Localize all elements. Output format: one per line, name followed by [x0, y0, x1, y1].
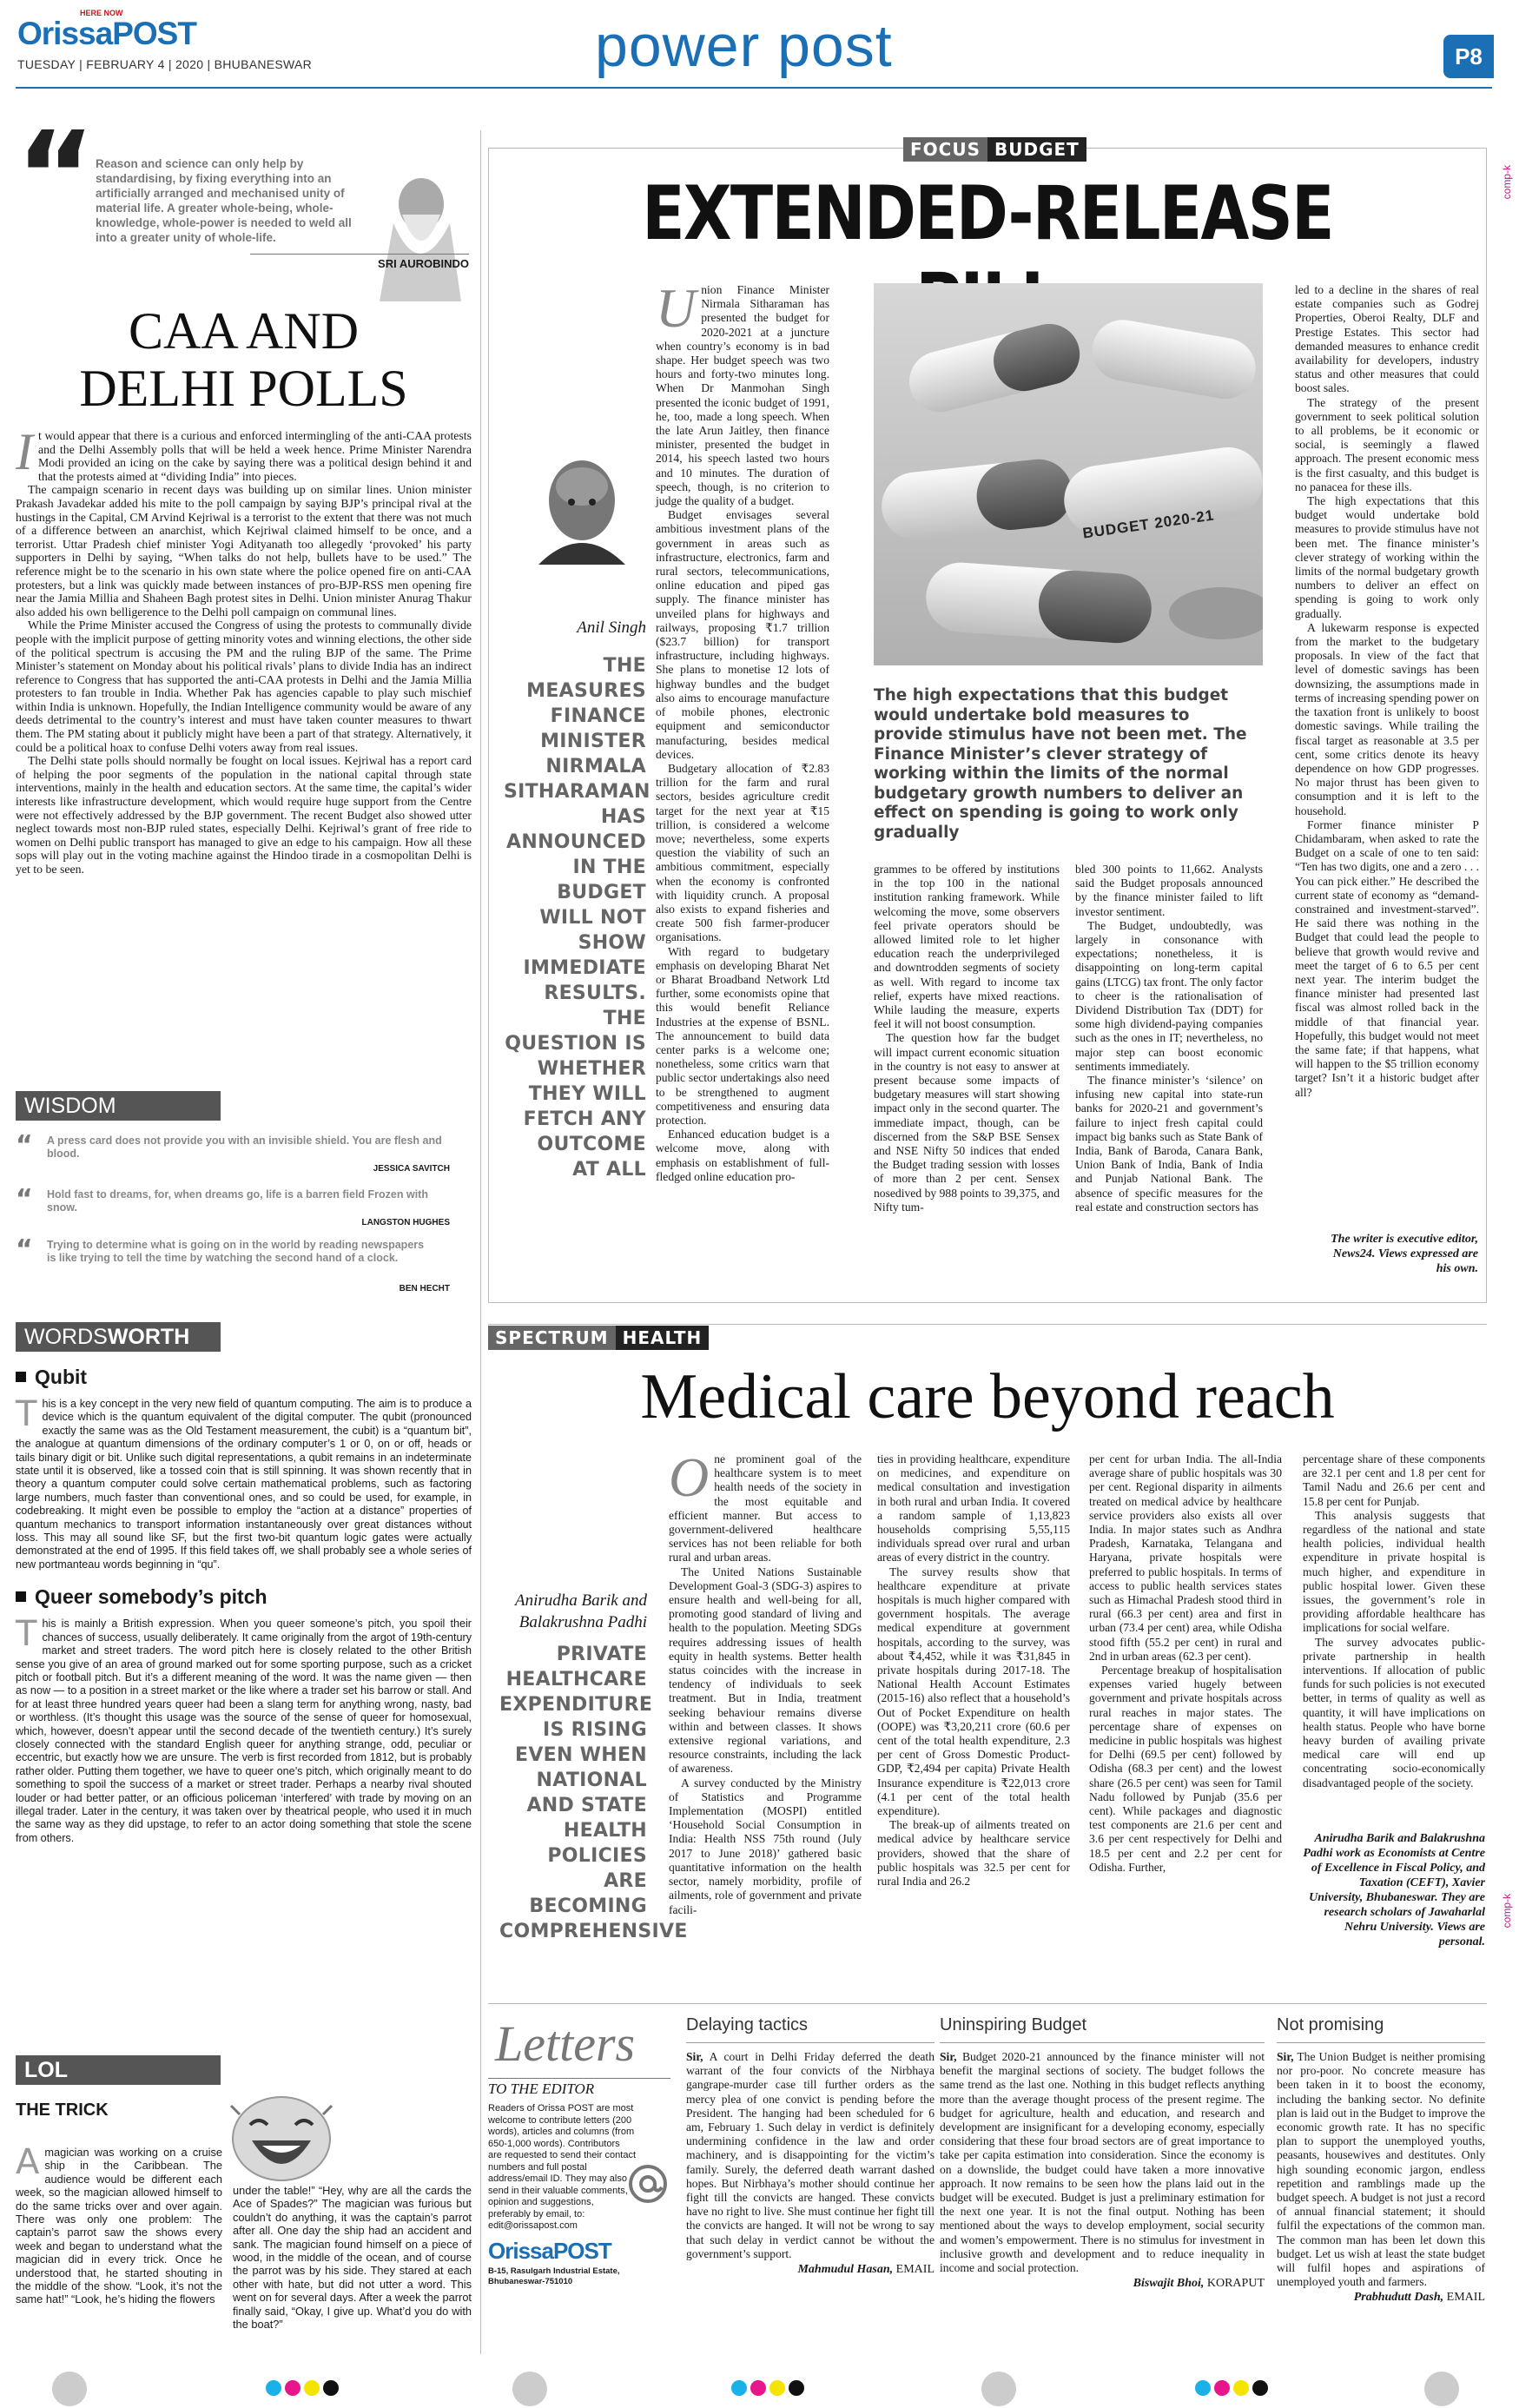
- wisdom-corner: [16, 1091, 472, 1291]
- body-text: bled 300 points to 11,662. Analysts said the Budget proposals announced by the finance minister failed to lift investor sentiment.: [1075, 863, 1263, 918]
- body-text: The finance minister’s ‘silence’ on infusing new capital into state-run banks for 2020-21 and government’s failure to inject fresh capital could impact big banks such as State Bank of India, Bank of Baroda, Canara Bank, Union Bank of India, Bank of India and Punjab National Bank. The absence of specific measures for the real estate and construction sectors has: [1075, 1074, 1263, 1214]
- column-divider: [480, 130, 481, 2354]
- body-text: led to a decline in the shares of real estate companies such as Godrej Properties, Oberoi Realty, DLF and Prestige Estates. This sector had demanded measures to enhance credit availability for developers, industry status and other measures that could boost sales.: [1295, 283, 1479, 395]
- letter-place: KORAPUT: [1206, 2277, 1265, 2291]
- section-divider: [488, 1324, 1487, 1325]
- letter-title: Not promising: [1277, 2015, 1485, 2043]
- wordsworth-header-a: WORDS: [24, 1325, 108, 1349]
- letter-signature: [1277, 2291, 1485, 2305]
- budget-byline: Anil Singh: [577, 619, 646, 637]
- letters-info-text: Readers of Orissa POST are most welcome to contribute letters (200 words), articles and columns (from 650-1,000 words). Contributors are requested to send their contact numbers and full postal address/email ID. They may also send in their valuable comments, opinion and suggestions, preferably by email, to: edit@orissapost.com: [488, 2103, 636, 2231]
- health-col4: [1303, 1452, 1485, 1790]
- quote-icon: “: [16, 1234, 33, 1265]
- masthead-divider: [16, 87, 1492, 89]
- editorial-title-line2: DELHI POLLS: [79, 360, 408, 417]
- tag-spectrum: SPECTRUM: [488, 1326, 616, 1350]
- margin-tag: comp-k: [1501, 165, 1513, 200]
- wisdom-author: JESSICA SAVITCH: [373, 1164, 450, 1174]
- body-text: The United Nations Sustainable Development Goal-3 (SDG-3) aspires to ensure health and well-being for all, promoting good standard of living and health to the population. Meeting SDGs requires addressing issues of health equity in health systems. Better health status coincides with the increase in tendency of individuals to seek treatment. But in India, treatment seeking behaviour remains diverse within and between classes. It shows extensive regional variations, and resource constraints, including the lack of awareness.: [669, 1565, 862, 1776]
- drop-cap: A: [16, 2142, 40, 2182]
- letters-subtitle: TO THE EDITOR: [488, 2078, 670, 2098]
- entry-title-text: Queer somebody’s pitch: [35, 1585, 267, 1609]
- quote-text: Reason and science can only help by standardising, by fixing everything into an artificially arranged and mechanised unity of material life. A greater whole-being, whole-knowledge, whole-power is needed to weld all into a greater unity of whole-life.: [96, 157, 352, 244]
- health-col3: [1089, 1452, 1282, 1875]
- letter-name: Prabhudutt Dash,: [1353, 2291, 1444, 2305]
- email-at-icon: [627, 2163, 669, 2205]
- editorial-paragraph: The Delhi state polls should normally be fought on local issues. Kejriwal has a report card of helping the poor segments of the population in the national capital through state interventions, mainly in the health and education sectors. At the same time, the capital’s wider interests like infrastructure development, which would require huge support from the Centre were not effectively addressed by the BJP government. The recent Budget also showed utter neglect towards most non-BJP ruled states, especially Delhi. Kejriwal’s grant of free ride to women on Delhi public transport has managed to give an edge to his campaign. How all these sops will play out in the voting machine against the Hindoo tirade in a cosmopolitan Delhi is yet to be seen.: [16, 754, 472, 876]
- letters-logo: Letters: [495, 2015, 636, 2072]
- registration-circle-icon: [981, 2372, 1016, 2406]
- letters-info: [488, 2015, 670, 2345]
- budget-headline: EXTENDED-RELEASE: [642, 170, 1333, 257]
- wordsworth-header-b: WORTH: [107, 1325, 190, 1349]
- health-footnote: Anirudha Barik and Balakrushna Padhi work as Economists at Centre of Excellence in Fiscal Policy, and Taxation (CEFT), Xavier University, Bhubaneswar. They are research scholars of Jawaharlal Nehru University. Views are personal.: [1303, 1832, 1485, 1948]
- lol-text-right: under the table!” “Hey, why are all the cards the Ace of Spades?” The magician was furious but couldn’t do anything, it was the captain’s parrot after all. One day the ship had an accident and sank. The magician found himself on a piece of wood, in the middle of the ocean, and of course the parrot was by his side. They stared at each other with hate, but did not utter a word. This went on for several days. After a week the parrot finally said, “Okay, I give up. What’d you do with the boat?”: [233, 2184, 472, 2332]
- registration-circle-icon: [1424, 2372, 1459, 2406]
- budget-col2: [874, 863, 1060, 1214]
- letter-place: EMAIL: [895, 2263, 935, 2277]
- masthead: [0, 0, 1519, 87]
- letter-text: Budget 2020-21 announced by the finance minister will not benefit the marginal sections of society. The budget follows the same trend as the last one. Nothing in this budget reflects anything more than the average thought process of the present regime. The budget for agriculture, health and education, and research and development are insignificant for a developing economy, especially considering that these four broad sectors are of great importance to take per capita estimation into consideration. Since the economy is on a downslide, the budget could have taken a more innovative approach. It now remains to be seen how the plans laid out in the budget will be executed. Budget is just a preliminary estimation for the next one year. It is not the final output. Nothing has been mentioned about the ways to develop employment, social security and women’s empowerment. There is no stimulus for investment in inclusive growth and development and to reduce inequality in income and social protection.: [940, 2050, 1265, 2275]
- letter-title: Delaying tactics: [686, 2015, 935, 2043]
- body-text: Enhanced education budget is a welcome move, along with emphasis on establishment of full-fledged online education pro-: [656, 1128, 829, 1183]
- letter-lead: Sir,: [940, 2050, 957, 2063]
- letter-name: Mahmudul Hasan,: [797, 2263, 894, 2277]
- budget-col4: [1295, 283, 1479, 1100]
- health-col1: [669, 1446, 862, 1917]
- lol-text: magician was working on a cruise ship in the Caribbean. The audience would be different each week, so the magician allowed himself to do the same tricks over and over again. There was only one problem: The captain’s parrot saw the shows every week and began to understand what the magician did in every trick. Once he understood that, he started shouting in the middle of the show. “Look, it’s not the same hat!” “Look, he’s hiding the flowers: [16, 2146, 222, 2306]
- editorial-paragraph: While the Prime Minister accused the Congress of using the protests to communally divide people with the implicit purpose of getting minority votes and winning elections, the other side of the political spectrum is accusing the PM and the ruling BJP of the same. The Prime Minister’s statement on Monday about his political rivals’ plans to divide India has an indirect reference to Congress that has supported the anti-CAA protests in Delhi and the Jamia Millia protesters to fan trouble in India. Whether Pak has agencies capable to play such mischief within India is unknown. Hopefully, the Indian Intelligence community would be aware of any deeds detrimental to the country’s interest and must have taken counter measures to thwart them. The PM stating about it publicly might have been a part of that strategy. Alternatively, it could be a political hoax to confuse Delhi voters away from real issues.: [16, 619, 472, 754]
- body-text: nion Finance Minister Nirmala Sitharaman has presented the budget for 2020-2021 at a juncture when country’s economy is in bad shape. Her budget speech was two hours and forty-two minutes long. When Dr Manmohan Singh presented the iconic budget of 1991, he, too, made a long speech. When the late Arun Jaitley, then finance minister, presented the budget in 2014, his speech lasted two hours and 10 minutes. The duration of speech, though, is no criterion to judge the quality of a budget.: [656, 283, 829, 508]
- entry-title: [16, 1585, 472, 1609]
- health-pullquote: PRIVATE HEALTHCARE EXPENDITURE IS RISING EVEN WHEN NATIONAL AND STATE HEALTH POLICIES ARE BECOMING COMPREHENSIVE: [499, 1644, 688, 1942]
- body-text: Budgetary allocation of ₹2.83 trillion for the farm and rural sectors, besides agriculture credit target for the next year at ₹15 trillion, is considered a welcome move; nevertheless, some experts question the viability of such an ambitious commitment, especially when the economy is confronted with liquidity crunch. A proposal also exists to expand fisheries and create 500 fish farmer-producer organisations.: [656, 761, 829, 944]
- entry-title-text: Qubit: [35, 1366, 88, 1388]
- health-headline: Medical care beyond reach: [640, 1361, 1335, 1432]
- bullet-icon: [16, 1372, 26, 1382]
- body-text: Percentage breakup of hospitalisation expenses varied hugely between government and private hospitals across rural reaches in major states. The percentage share of expenses on medicine in public hospitals was highest for Delhi (69.5 per cent) followed by Odisha (68.3 per cent) and the lowest share (26.5 per cent) was seen for Tamil Nadu followed by Punjab (35.6 per cent). While packages and diagnostic test components are 21.6 per cent and 3.6 per cent respectively for Delhi and 18.5 per cent and 2.2 per cent for Odisha. Further,: [1089, 1664, 1282, 1874]
- body-text: percentage share of these components are 32.1 per cent and 1.8 per cent for Tamil Nadu and 26.6 per cent and 15.8 per cent for Punjab.: [1303, 1452, 1485, 1508]
- letter-lead: Sir,: [686, 2050, 703, 2063]
- entry-text: his is mainly a British expression. When you queer someone’s pitch, you spoil their chances of success, usually deliberately. It came originally from the argot of 19th-century market and street traders. The word pitch here is closely related to the other British sense you give of an area of ground marked out for some sporting purpose, such as a cricket pitch or football pitch. But it’s a different meaning of the word. It was the name given — then as now — to a position in a street market or the like where a trader set his barrow or stall. And for at least three hundred years queer had been a slang term for anything wrong, nasty, bad or worthless. (It’s thought this usage was the source of the sense of queer for homosexual, which, however, doesn’t appear until the second decade of the twentieth century.) It’s surely closely connected with the standard English queer for anything strange, odd, peculiar or eccentric, but exactly how we are unsure. The verb is first recorded from 1812, but is probably rather older. Putting them together, we have to queer one’s pitch, which originally meant to do something to spoil the success of a market or street trader. Perhaps a nearby rival shouted louder or had better patter, or an officious policeman ‘interfered’ with trade by moving on an illegal trader. Later in the century, it was taken over by theatrical people, who used it in much the same way as they did upstage, to refer to an actor doing something that stole the scene from others.: [16, 1617, 472, 1844]
- body-text: ties in providing healthcare, expenditure on medicines, and expenditure on medical consultation and investigation in both rural and urban India. It covered a random sample of 1,13,823 households comprising 5,55,115 individuals spread over rural and urban areas of every district in the country.: [877, 1452, 1070, 1565]
- lol-text-left: [16, 2142, 222, 2306]
- body-text: This analysis suggests that regardless of the national and state health policies, individual health expenditure in private hospital is much higher, and expenditure in public hospital lower. Given these issues, the government’s role in providing affordable healthcare has implications for social welfare.: [1303, 1508, 1485, 1635]
- letter-body: [1277, 2050, 1485, 2289]
- letter-2: [940, 2015, 1265, 2291]
- wordsworth: [16, 1322, 472, 2043]
- registration-marks: [0, 2370, 1519, 2408]
- wisdom-header: [16, 1091, 221, 1144]
- letter-lead: Sir,: [1277, 2050, 1294, 2063]
- tag-health: HEALTH: [616, 1326, 710, 1350]
- lol-title: THE TRICK: [16, 2100, 109, 2120]
- author-portrait: [367, 162, 472, 301]
- body-text: Former finance minister P Chidambaram, when asked to rate the Budget on a scale of one to ten said: “Ten has two digits, one and a zero . . . You can pick either.” He described the current state of economy as “demand-constrained and investment-starved”. He said there was nothing in the Budget that could lead the people to believe that growth would revive and meet the target of 6 to 6.5 per cent next year. The interim budget the finance minister had presented last fiscal was almost rolled back in the middle of that financial year. Hopefully, this budget would not meet the same fate; if that happens, what will happen to the $5 trillion economy target? Isn’t it a historic budget after all?: [1295, 817, 1479, 1099]
- wisdom-quote: A press card does not provide you with an invisible shield. You are flesh and blood.: [47, 1135, 442, 1160]
- tag-focus: FOCUS: [903, 137, 987, 162]
- letter-title: Uninspiring Budget: [940, 2015, 1265, 2043]
- entry-body: [16, 1394, 472, 1571]
- health-byline: Anirudha Barik and Balakrushna Padhi: [515, 1591, 647, 1631]
- laughing-face-icon: [221, 2090, 342, 2184]
- editorial-title-line1: CAA AND: [128, 302, 360, 360]
- letter-name: Biswajit Bhoi,: [1133, 2277, 1205, 2291]
- wisdom-header-b: CORNER: [24, 1120, 119, 1144]
- entry-body: [16, 1614, 472, 1845]
- letter-body: [686, 2050, 935, 2261]
- entry-text: his is a key concept in the very new field of quantum computing. The aim is to produce a device which is the quantum equivalent of the digital computer. The qubit (pronounced exactly the same was as the Old Testament measurement, the cubit) is a “quantum bit”, the analogue at quantum dimensions of the ordinary computer’s 1 or 0, on or off, heads or tails binary digit or bit. Unlike such digital representations, a qubit remains in an indeterminate state until it is observed, like a tossed coin that is still spinning. It was shown recently that in theory a quantum computer could solve certain mathematical problems, such as factoring large numbers, much faster than conventional ones, and so could be used, for example, in codebreaking. It might even be possible to employ the “action at a distance” properties of quantum mechanics to transport information instantaneously over great distances without loss. This may all sound like SF, but the first two-bit quantum logic gates were actually demonstrated at the end of 1995. If this field takes off, we shall probably see a whole series of new portmanteau words beginning in “qu”.: [16, 1398, 472, 1571]
- registration-circle-icon: [512, 2372, 547, 2406]
- letter-text: The Union Budget is neither promising nor pro-poor. No concrete measure has been taken in it to boost the economy, including the banking sector. No definite plan is laid out in the Budget to improve the economic growth rate. It has no specific plan to support the unemployed youths, peasants, housewives and destitutes. Only high sounding economic jargon, endless repetition and ramblings made up the budget speech. A budget is not just a record of annual financial statement; it should fulfil the expectations of the common man. The common man has been let down this budget. Let us wish at least the state budget will fulfil hopes and aspirations of unemployed youth and farmers.: [1277, 2050, 1485, 2289]
- editorial-body: [16, 423, 472, 877]
- color-bar-icon: [266, 2380, 339, 2400]
- body-text: The survey results show that healthcare expenditure at private hospitals is much higher compared with government hospitals. The average medical expenditure at government hospitals, according to the survey, was about ₹4,452, while it was ₹31,845 in private hospitals during 2017-18. The National Health Account Estimates (2015-16) also reflect that a household’s Out of Pocket Expenditure on health (OOPE) was ₹3,20,211 crore (60.6 per cent of the total health expenditure, 2.3 per cent of Gross Domestic Product-GDP, ₹2,494 per capita) Private Health Insurance expenditure is ₹22,013 crore (4.1 per cent of the total health expenditure).: [877, 1565, 1070, 1818]
- letters-brand-logo: OrissaPOST: [488, 2237, 611, 2264]
- budget-caption: The high expectations that this budget would undertake bold measures to provide stimulus have not been met. The Finance Minister’s clever strategy of working within the limits of the normal budgetary growth numbers to deliver an effect on spending is going to work only gradually: [874, 686, 1247, 842]
- letter-1: [686, 2015, 935, 2277]
- wisdom-header-a: WISDOM: [24, 1094, 116, 1118]
- budget-tags: [903, 137, 1086, 162]
- editorial-paragraph: t would appear that there is a curious and enforced intermingling of the anti-CAA protests and the Delhi Assembly polls that will be held a week hence. Prime Minister Narendra Modi provided an icing on the cake by saying there was a political design behind it and that the protests aimed at “dividing India” into pieces.: [37, 429, 472, 483]
- wordsworth-header: [16, 1322, 221, 1352]
- body-text: grammes to be offered by institutions in the top 100 in the national institution ranking framework. While welcoming the move, some observers feel private operators should be allowed limited role to let higher education reach the underprivileged and downtrodden segments of society as well. With regard to income tax relief, experts have mixed reactions. While lauding the measure, experts feel it will not boost consumption.: [874, 863, 1060, 1031]
- body-text: A lukewarm response is expected from the market to the budgetary proposals. In view of the fact that level of domestic savings has been downsizing, the assumptions made in terms of increasing spending power on the taxation front is unlikely to boost domestic savings. While trailing the fiscal target as reasonable at 3.5 per cent, some critics denote its heavy dependence on how GDP progresses. No major thrust has been given to consumption and it is left to the household.: [1295, 620, 1479, 817]
- budget-footnote: The writer is executive editor, News24. Views expressed are his own.: [1331, 1233, 1478, 1275]
- budget-col3: [1075, 863, 1263, 1214]
- body-text: The high expectations that this budget would undertake bold measures to provide stimulus have not been met. The finance minister’s clever strategy of working within the limits of the normal budgetary growth numbers to deliver an effect on spending is going to work only gradually.: [1295, 494, 1479, 620]
- quote-box: [16, 106, 472, 271]
- quote-mark-icon: “: [16, 106, 96, 248]
- health-tags: [488, 1326, 709, 1350]
- body-text: ne prominent goal of the healthcare system is to meet health needs of the society in the most equitable and efficient manner. But access to government-delivered healthcare services has not been reliable for both rural and urban areas.: [669, 1452, 862, 1565]
- lol-header: LOL: [16, 2055, 221, 2085]
- editorial-headline: [16, 302, 472, 417]
- quote-icon: “: [16, 1130, 33, 1161]
- letter-signature: [686, 2263, 935, 2277]
- registration-circle-icon: [52, 2372, 87, 2406]
- entry-title: [16, 1366, 472, 1389]
- body-text: Budget envisages several ambitious investment plans of the government in areas such as infrastructure, electronics, farm and rural sectors, telecommunications, online education and piped gas supply. The finance minister has unveiled plans for highways and railways, proposing ₹1.7 trillion ($23.7 billion) for transport infrastructure, including highways. She plans to monetise 12 lots of highway bundles and the budget also aims to encourage manufacture of mobile phones, electronic equipment and semiconductor manufacturing, besides medical devices.: [656, 508, 829, 761]
- bullet-icon: [16, 1591, 26, 1602]
- health-col2: [877, 1452, 1070, 1889]
- section-title: power post: [595, 13, 893, 79]
- editorial-paragraph: The campaign scenario in recent days was building up on similar lines. Union minister Prakash Javadekar added his mite to the poll campaign by saying BJP’s principal rival at the hustings in the Capital, CM Arvind Kejriwal is a terrorist to the extent that there was not much of a difference between an anarchist, which Kejriwal claimed himself to be once, and a terrorist. Uttar Pradesh chief minister Yogi Adityanath too allegedly ‘provoked’ his party supporters in Delhi by saying, “When talks do not help, bullets have to be used.” The reference might be to the scenario in his own state where the police opened fire on anti-CAA protesters, but a link was quickly made between instances of pro-BJP-RSS men opening fire near the Jamia Millia and Shaheen Bagh protest sites in Delhi. Union minister Anurag Thakur also added his own belligerence to the Delhi poll campaign on communal lines.: [16, 483, 472, 619]
- drop-cap: U: [656, 277, 697, 339]
- drop-cap: O: [669, 1446, 710, 1508]
- author-photo: [521, 452, 643, 565]
- body-text: The question how far the budget will impact current economic situation in the country is not easy to answer at present because some impacts of budgetary measures will start showing impact only in the second quarter. The immediate impact, though, can be discerned from the S&P BSE Sensex and NSE Nifty 50 indices that ended the Budget trading session with losses of more than 2 per cent. Sensex nosedived by 988 points to 39,375, and Nifty tum-: [874, 1031, 1060, 1214]
- masthead-logo[interactable]: OrissaPOST: [17, 16, 196, 51]
- letter-body: [940, 2050, 1265, 2275]
- color-bar-icon: [1195, 2380, 1268, 2400]
- wisdom-quote: Trying to determine what is going on in the world by reading newspapers is like trying to tell the time by watching the second hand of a clock.: [47, 1239, 425, 1264]
- quote-icon: “: [16, 1184, 33, 1214]
- letter-signature: [940, 2277, 1265, 2291]
- body-text: With regard to budgetary emphasis on developing Bharat Net or Bharat Broadband Network Ltd further, some economists opine that this would benefit Reliance Industries at the expense of BSNL. The announcement to build data center parks is a welcome one; nonetheless, some critics warn that public sector undertakings also need to be strengthened to augment competitiveness and ensuring data protection.: [656, 944, 829, 1127]
- tag-budget: BUDGET: [987, 137, 1086, 162]
- letters-address: B-15, Rasulgarh Industrial Estate, Bhubaneswar-751010: [488, 2266, 620, 2286]
- page-number-badge: P8: [1443, 35, 1494, 78]
- margin-tag: comp-k: [1501, 1894, 1513, 1928]
- drop-cap: T: [16, 1614, 37, 1655]
- budget-image-label: BUDGET 2020-21: [1081, 506, 1216, 542]
- body-text: The survey advocates public-private partnership in health interventions. If allocation of public funds for such policies is not executed better, in terms of quality as well as quantity, it will have implications on health status. People who have borne heavy burden of availing private medical care will end up concentrating socio-economically disadvantaged people of the society.: [1303, 1635, 1485, 1789]
- letter-place: EMAIL: [1446, 2291, 1485, 2305]
- quote-author: SRI AUROBINDO: [250, 254, 469, 270]
- body-text: per cent for urban India. The all-India average share of public hospitals was 30 per cent. Regional disparity in ailments treated on medical advice by healthcare service providers also exists all over India. In major states such as Andhra Pradesh, Karnataka, Telangana and Haryana, private hospitals were preferred to public hospitals. In terms of access to public health services states such as Himachal Pradesh stood third in rural (66.3 per cent) area and first in urban (73.4 per cent) area, while Odisha stood fifth (55.2 per cent) in rural and 2nd in urban areas (62.3 per cent).: [1089, 1452, 1282, 1663]
- section-divider: [488, 2003, 1487, 2004]
- budget-pullquote: THE MEASURES FINANCE MINISTER NIRMALA SITHARAMAN HAS ANNOUNCED IN THE BUDGET WILL NOT SHOW IMMEDIATE RESULTS. THE QUESTION IS WHETHER THEY WILL FETCH ANY OUTCOME AT ALL: [504, 655, 651, 1181]
- body-text: A survey conducted by the Ministry of Statistics and Programme Implementation (MOSPI) entitled ‘Household Social Consumption in India: Health NSS 75th round (July 2017 to June 2018)’ gathered basic quantitative information on the health sector, namely morbidity, profile of ailments, role of government and private facili-: [669, 1776, 862, 1916]
- lol-box: [16, 2055, 472, 2351]
- logo-small: HERE NOW: [80, 9, 123, 17]
- body-text: The Budget, undoubtedly, was largely in consonance with expectations; nonetheless, it is disappointing on long-term capital gains (LTCG) tax front. The only factor to cheer is the rationalisation of Dividend Distribution Tax (DDT) for some high dividend-paying companies such as the ones in IT; nevertheless, no major step can boost economic sentiments immediately.: [1075, 918, 1263, 1073]
- budget-pills-image: [874, 283, 1263, 665]
- wisdom-author: BEN HECHT: [399, 1284, 450, 1293]
- letter-3: [1277, 2015, 1485, 2305]
- dateline: TUESDAY | FEBRUARY 4 | 2020 | BHUBANESWAR: [17, 57, 313, 71]
- color-bar-icon: [731, 2380, 804, 2400]
- body-text: The strategy of the present government to seek political solution to all problems, be it economic or social, is seemingly a flawed approach. The present economic mess is the first casualty, and this budget is no panacea for these ills.: [1295, 395, 1479, 493]
- drop-cap: T: [16, 1394, 37, 1434]
- drop-cap: I: [16, 423, 33, 480]
- wisdom-quote: Hold fast to dreams, for, when dreams go, life is a barren field Frozen with snow.: [47, 1188, 428, 1214]
- wisdom-author: LANGSTON HUGHES: [361, 1218, 450, 1227]
- budget-col1: [656, 277, 829, 1184]
- body-text: The break-up of ailments treated on medical advice by healthcare service providers, showed that the share of public hospitals was 32.5 per cent for rural India and 26.2: [877, 1818, 1070, 1889]
- letter-text: A court in Delhi Friday deferred the death warrant of the four convicts of the Nirbhaya gangrape-murder case till further orders as the mercy plea of one convict is pending before the President. The hanging had been scheduled for 6 am, February 1. Such delay in verdict is definitely undermining confidence in the law and order machinery, and is disappointing for the victim’s family. Surely, the deferred death warrant dashed hopes. But Nirbhaya’s mother should continue her fight till the convicts are hanged. These convicts have no right to live. She must continue her fight till the convicts are hanged. It will not be wrong to say that such delay in verdict cannot be without the government’s support.: [686, 2050, 935, 2260]
